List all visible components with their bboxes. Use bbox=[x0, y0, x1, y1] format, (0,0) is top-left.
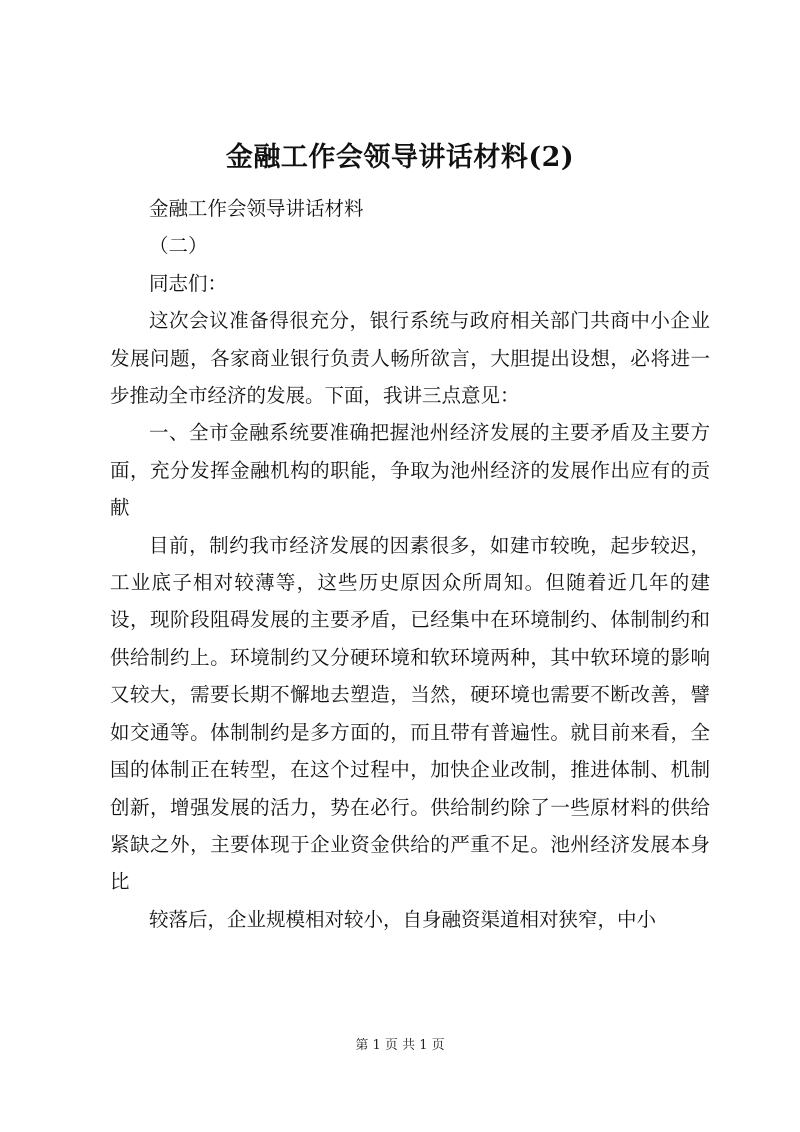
paragraph-salutation: 同志们： bbox=[149, 271, 228, 295]
paragraph-body: 目前，制约我市经济发展的因素很多，如建市较晚，起步较迟，工业底子相对较薄等，这些历史原因众所周知。但随着近几年的建设，现阶段阻碍发展的主要矛盾，已经集中在环境制约、体制制约和供给制约上。环境制约又分硬环境和软环境两种，其中软环境的影响又较大，需要长期不懈地去塑造，当然，硬环境也需要不断改善，譬如交通等。体制制约是多方面的，而且带有普遍性。就目前来看，全国的体制正在转型，在这个过程中，加快企业改制，推进体制、机制创新，增强发展的活力，势在必行。供给制约除了一些原材料的供给紧缺之外，主要体现于企业资金供给的严重不足。池州经济发展本身比 bbox=[110, 533, 710, 894]
document-body bbox=[110, 190, 710, 938]
paragraph-continued: 较落后，企业规模相对较小，自身融资渠道相对狭窄，中小 bbox=[149, 907, 657, 931]
paragraph-subtitle: 金融工作会领导讲话材料 bbox=[149, 197, 364, 220]
document-title: 金融工作会领导讲话材料(2) bbox=[225, 142, 575, 173]
page-footer: 第 1 页 共 1 页 bbox=[355, 1038, 445, 1053]
paragraph-section-heading: 一、全市金融系统要准确把握池州经济发展的主要矛盾及主要方面，充分发挥金融机构的职能，争取为池州经济的发展作出应有的贡献 bbox=[110, 421, 710, 520]
paragraph-part-number: （二） bbox=[149, 234, 208, 258]
paragraph-introduction: 这次会议准备得很充分，银行系统与政府相关部门共商中小企业发展问题，各家商业银行负责人畅所欲言，大胆提出设想，必将进一步推动全市经济的发展。下面，我讲三点意见： bbox=[110, 309, 710, 408]
